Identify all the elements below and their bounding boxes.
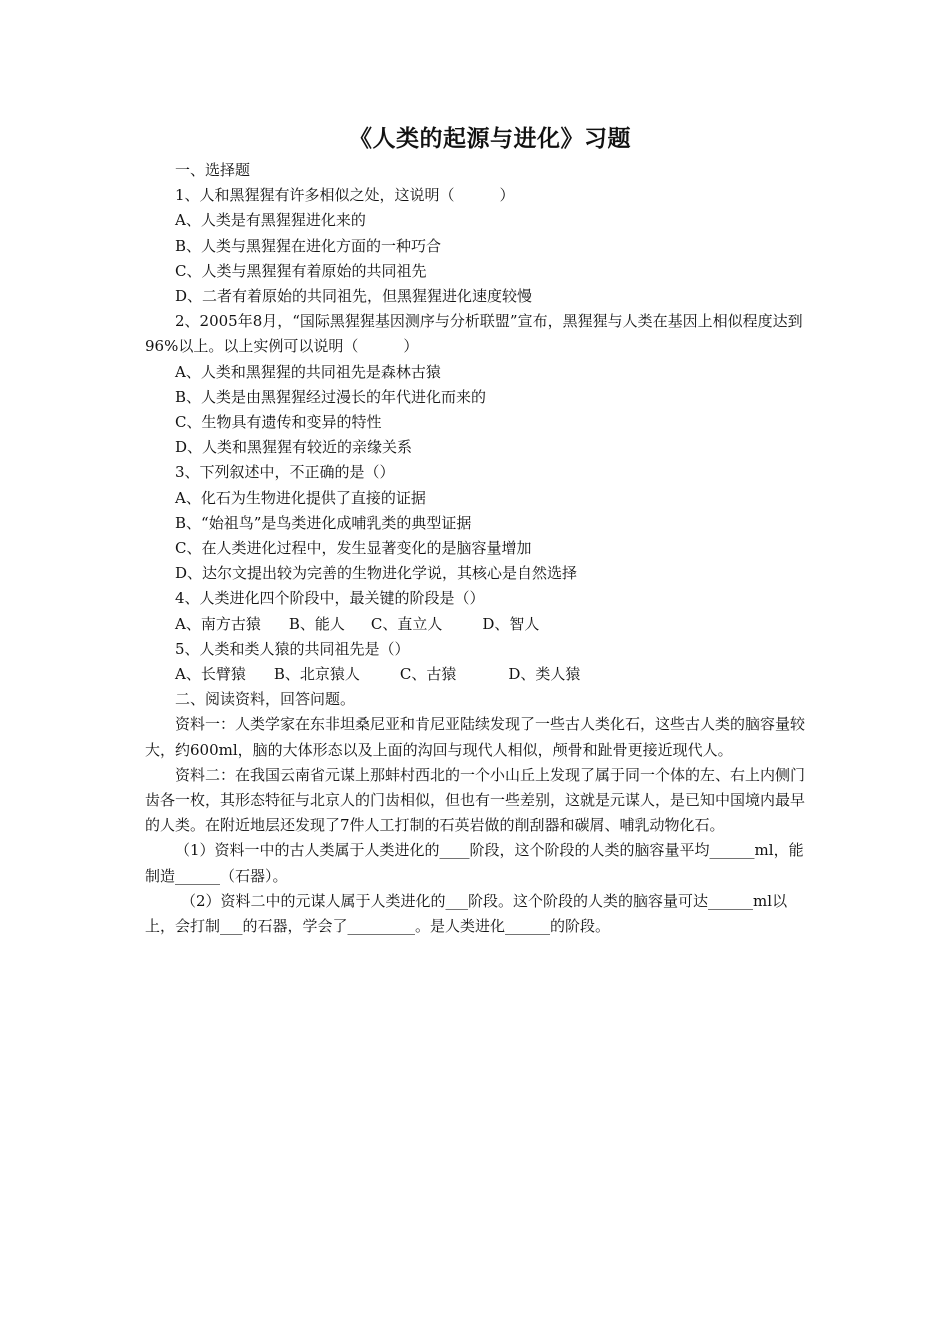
question-4-option-d: D、智人 — [482, 614, 540, 633]
question-1-stem: 1、人和黑猩猩有许多相似之处，这说明（ ） — [175, 186, 515, 205]
question-5-option-d: D、类人猿 — [508, 665, 581, 684]
question-1-option-c: C、人类与黑猩猩有着原始的共同祖先 — [175, 261, 427, 280]
question-2-option-b: B、人类是由黑猩猩经过漫长的年代进化而来的 — [175, 387, 487, 406]
question-3-option-a: A、化石为生物进化提供了直接的证据 — [175, 488, 426, 507]
question-3-stem: 3、下列叙述中，不正确的是（） — [175, 463, 395, 482]
question-5-options — [145, 662, 808, 687]
question-2-option-a: A、人类和黑猩猩的共同祖先是森林古猿 — [175, 362, 441, 381]
question-5-stem: 5、人类和类人猿的共同祖先是（） — [175, 639, 410, 658]
question-1-option-d: D、二者有着原始的共同祖先，但黑猩猩进化速度较慢 — [175, 287, 533, 306]
document-title: 《人类的起源与进化》习题 — [349, 126, 631, 152]
question-1-option-b: B、人类与黑猩猩在进化方面的一种巧合 — [175, 236, 442, 255]
question-4-stem: 4、人类进化四个阶段中，最关键的阶段是（） — [175, 589, 485, 608]
question-2-option-d: D、人类和黑猩猩有较近的亲缘关系 — [175, 438, 413, 457]
question-5-option-c: C、古猿 — [399, 665, 457, 684]
question-4-options — [145, 612, 808, 637]
question-3-option-c: C、在人类进化过程中，发生显著变化的是脑容量增加 — [175, 539, 532, 558]
question-3-option-d: D、达尔文提出较为完善的生物进化学说，其核心是自然选择 — [175, 564, 578, 583]
question-2-option-c: C、生物具有遗传和变异的特性 — [175, 413, 382, 432]
question-5-option-a: A、长臂猿 — [175, 665, 246, 684]
sub-question-2: （2）资料二中的元谋人属于人类进化的___阶段。这个阶段的人类的脑容量可达______ml以上，会打制___的石器，学会了_________。是人类进化______的阶段。 — [145, 891, 788, 936]
material-1: 资料一：人类学家在东非坦桑尼亚和肯尼亚陆续发现了一些古人类化石，这些古人类的脑容量较大，约600ml，脑的大体形态以及上面的沟回与现代人相似，颅骨和趾骨更接近现代人。 — [145, 715, 806, 759]
question-2-stem: 2、2005年8月，“国际黑猩猩基因测序与分析联盟”宣布，黑猩猩与人类在基因上相似程度达到96%以上。以上实例可以说明（ ） — [145, 312, 803, 356]
document-body — [145, 158, 808, 939]
question-4-option-b: B、能人 — [288, 614, 345, 633]
material-2: 资料二：在我国云南省元谋上那蚌村西北的一个小山丘上发现了属于同一个体的左、右上内侧门齿各一枚，其形态特征与北京人的门齿相似，但也有一些差别，这就是元谋人，是已知中国境内最早的人类。在附近地层还发现了7件人工打制的石英岩做的削刮器和碳屑、哺乳动物化石。 — [145, 765, 806, 835]
question-4-option-c: C、直立人 — [370, 614, 443, 633]
section-heading-choice: 一、选择题 — [175, 161, 251, 179]
question-5-option-b: B、北京猿人 — [273, 665, 360, 684]
question-4-option-a: A、南方古猿 — [175, 614, 261, 633]
question-3-option-b: B、“始祖鸟”是鸟类进化成哺乳类的典型证据 — [175, 513, 472, 532]
section-heading-reading: 二、阅读资料，回答问题。 — [175, 690, 356, 709]
question-1-option-a: A、人类是有黑猩猩进化来的 — [175, 211, 366, 230]
sub-question-1: （1）资料一中的古人类属于人类进化的____阶段，这个阶段的人类的脑容量平均______ml，能制造______（石器）。 — [145, 841, 804, 885]
